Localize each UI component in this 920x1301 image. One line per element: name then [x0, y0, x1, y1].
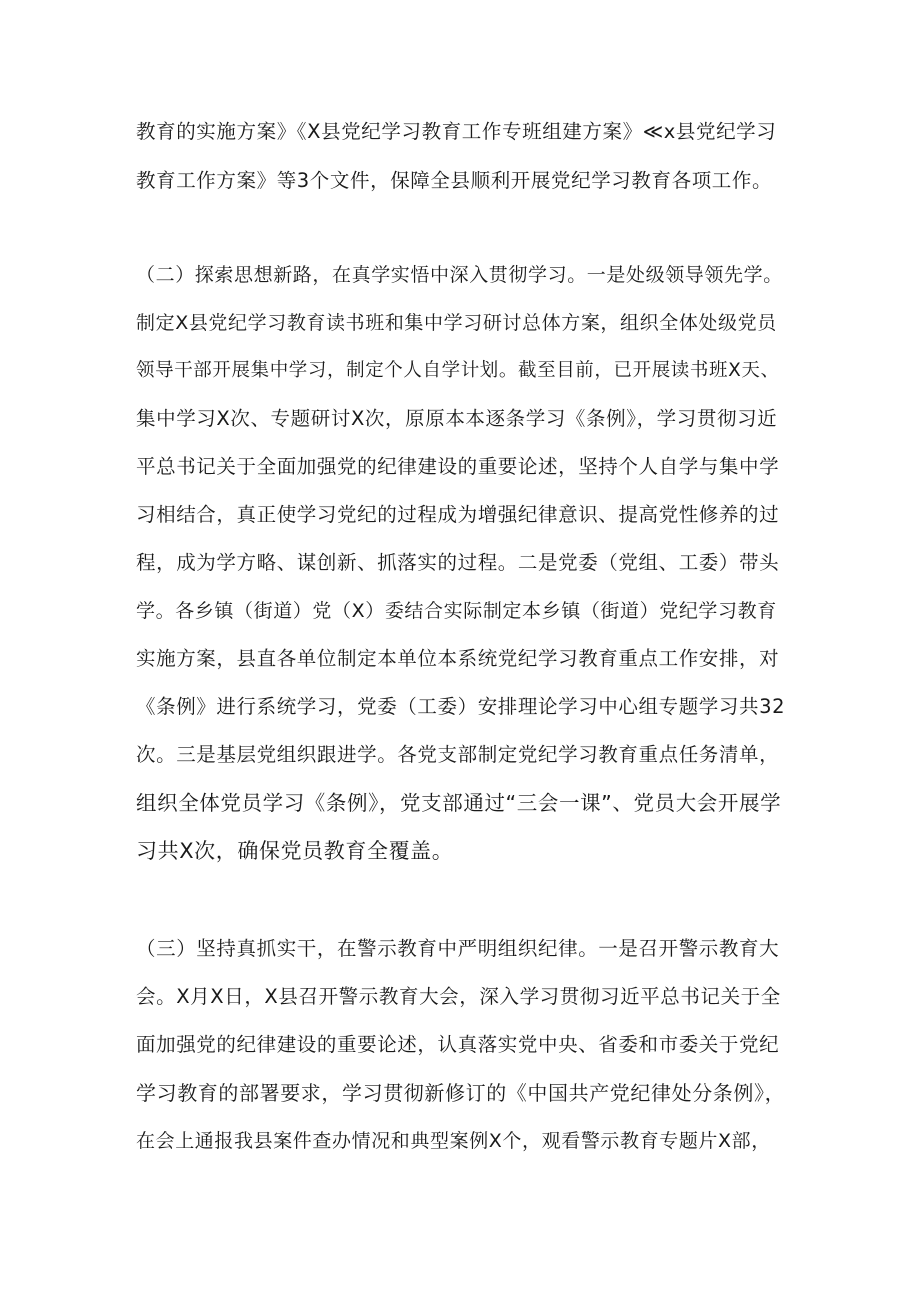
text-line: 习共X次，确保党员教育全覆盖。	[136, 839, 454, 863]
text-line: 领导干部开展集中学习，制定个人自学计划。截至目前，已开展读书班X天、	[136, 360, 780, 381]
text-line: 学。各乡镇（街道）党（X）委结合实际制定本乡镇（街道）党纪学习教育	[136, 600, 777, 622]
text-line: 《条例》进行系统学习，党委（工委）安排理论学习中心组专题学习共32	[136, 695, 786, 718]
text-line: 次。三是基层党组织跟进学。各党支部制定党纪学习教育重点任务清单，	[136, 743, 780, 766]
text-line: 平总书记关于全面加强党的纪律建设的重要论述，坚持个人自学与集中学	[136, 455, 780, 478]
text-line: 实施方案，县直各单位制定本单位本系统党纪学习教育重点工作安排，对	[136, 647, 780, 670]
text-line: 习相结合，真正使学习党纪的过程成为增强纪律意识、提高党性修养的过	[136, 503, 780, 526]
text-line: （三）坚持真抓实干，在警示教育中严明组织纪律。一是召开警示教育大	[136, 937, 780, 960]
text-line: （二）探索思想新路，在真学实悟中深入贯彻学习。一是处级领导领先学。	[136, 264, 783, 286]
text-line: 在会上通报我县案件查办情况和典型案例X个，观看警示教育专题片X部，	[136, 1130, 771, 1152]
text-line: 面加强党的纪律建设的重要论述，认真落实党中央、省委和市委关于党纪	[136, 1033, 780, 1056]
text-line: 集中学习X次、专题研讨X次，原原本本逐条学习《条例》，学习贯彻习近	[136, 407, 778, 430]
text-line: 会。X月X日，X县召开警示教育大会，深入学习贯彻习近平总书记关于全	[136, 985, 781, 1008]
text-line: 制定X县党纪学习教育读书班和集中学习研讨总体方案，组织全体处级党员	[136, 312, 777, 334]
text-line: 教育的实施方案》《X县党纪学习教育工作专班组建方案》≪x县党纪学习	[136, 120, 777, 143]
text-line: 程，成为学方略、谋创新、抓落实的过程。二是党委（党组、工委）带头	[136, 551, 780, 574]
text-line: 组织全体党员学习《条例》，党支部通过“三会一课”、党员大会开展学	[136, 791, 782, 815]
text-line: 教育工作方案》等3个文件，保障全县顺利开展党纪学习教育各项工作。	[136, 169, 773, 192]
text-line: 学习教育的部署要求，学习贯彻新修订的《中国共产党纪律处分条例》，	[136, 1081, 786, 1105]
